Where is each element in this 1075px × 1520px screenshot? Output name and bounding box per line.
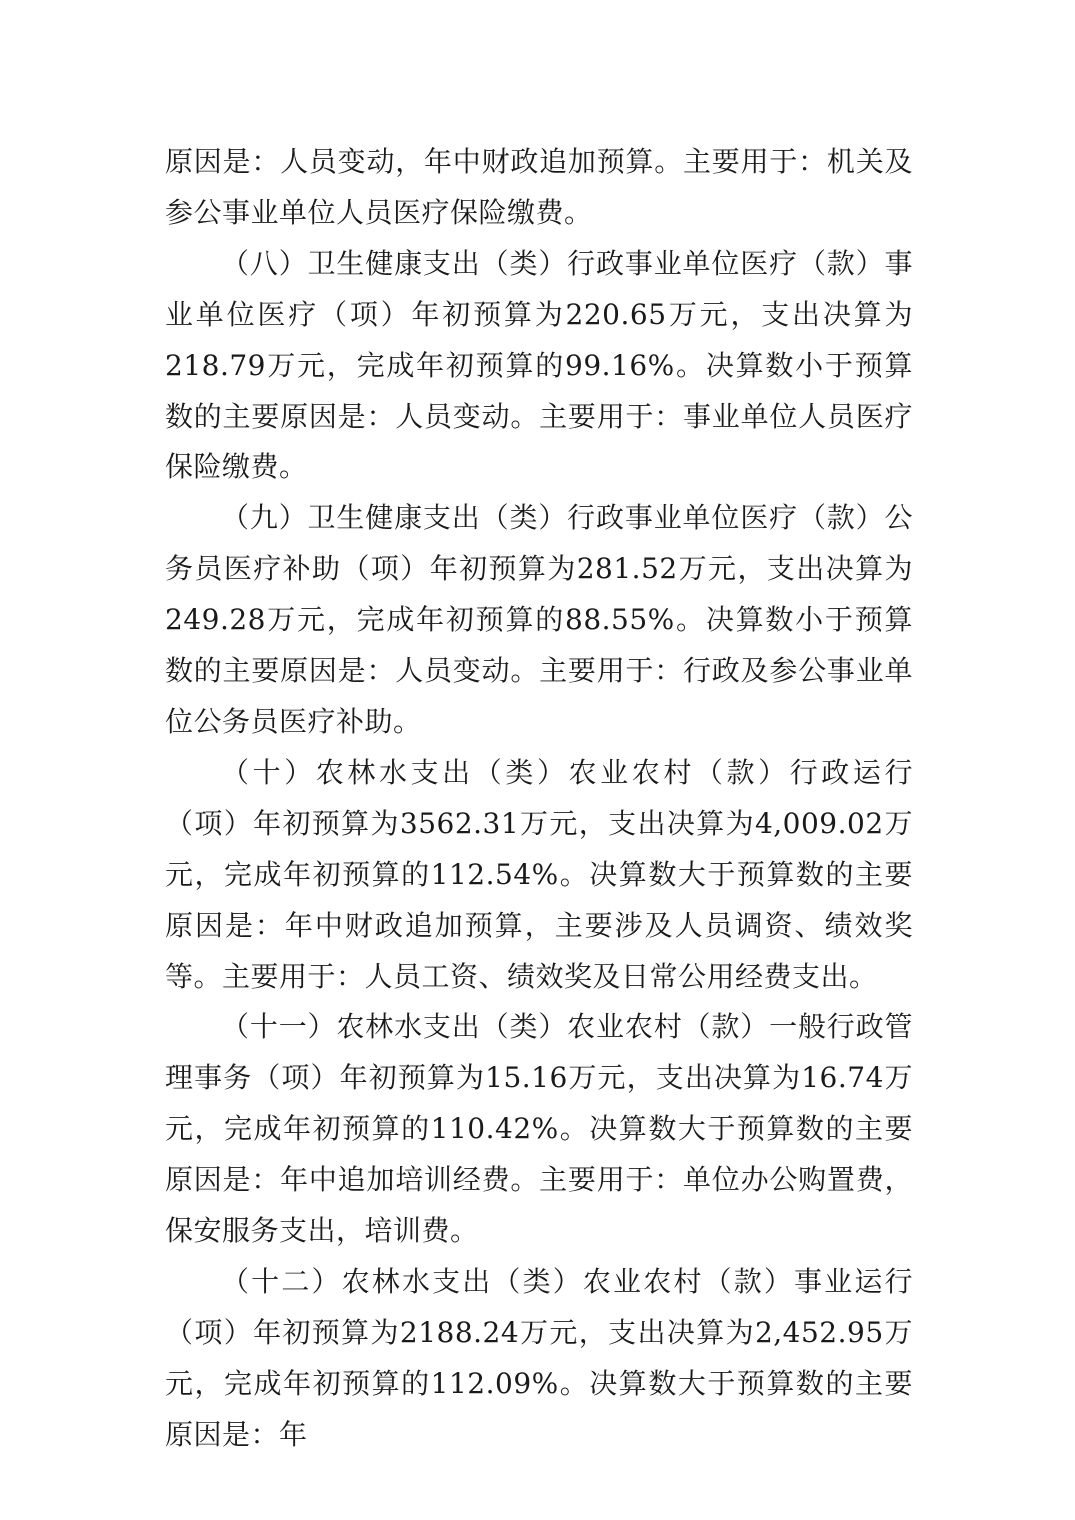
paragraph-continuation: 原因是：人员变动，年中财政追加预算。主要用于：机关及参公事业单位人员医疗保险缴费。 — [165, 145, 913, 229]
paragraph-item-11: （十一）农林水支出（类）农业农村（款）一般行政管理事务（项）年初预算为15.16万元，支出决算为16.74万元，完成年初预算的110.42%。决算数大于预算数的主要原因是：年中追加培训经费。主要用于：单位办公购置费，保安服务支出，培训费。 — [165, 1010, 913, 1248]
paragraph-item-10: （十）农林水支出（类）农业农村（款）行政运行（项）年初预算为3562.31万元，支出决算为4,009.02万元，完成年初预算的112.54%。决算数大于预算数的主要原因是：年中财政追加预算，主要涉及人员调资、绩效奖等。主要用于：人员工资、绩效奖及日常公用经费支出。 — [165, 755, 913, 993]
paragraph-item-12: （十二）农林水支出（类）农业农村（款）事业运行（项）年初预算为2188.24万元，支出决算为2,452.95万元，完成年初预算的112.09%。决算数大于预算数的主要原因是：年 — [165, 1264, 913, 1451]
paragraph-item-8: （八）卫生健康支出（类）行政事业单位医疗（款）事业单位医疗（项）年初预算为220.65万元，支出决算为218.79万元，完成年初预算的99.16%。决算数小于预算数的主要原因是：人员变动。主要用于：事业单位人员医疗保险缴费。 — [165, 246, 913, 484]
document-body — [165, 137, 913, 1461]
paragraph-item-9: （九）卫生健康支出（类）行政事业单位医疗（款）公务员医疗补助（项）年初预算为281.52万元，支出决算为249.28万元，完成年初预算的88.55%。决算数小于预算数的主要原因是：人员变动。主要用于：行政及参公事业单位公务员医疗补助。 — [165, 501, 913, 738]
